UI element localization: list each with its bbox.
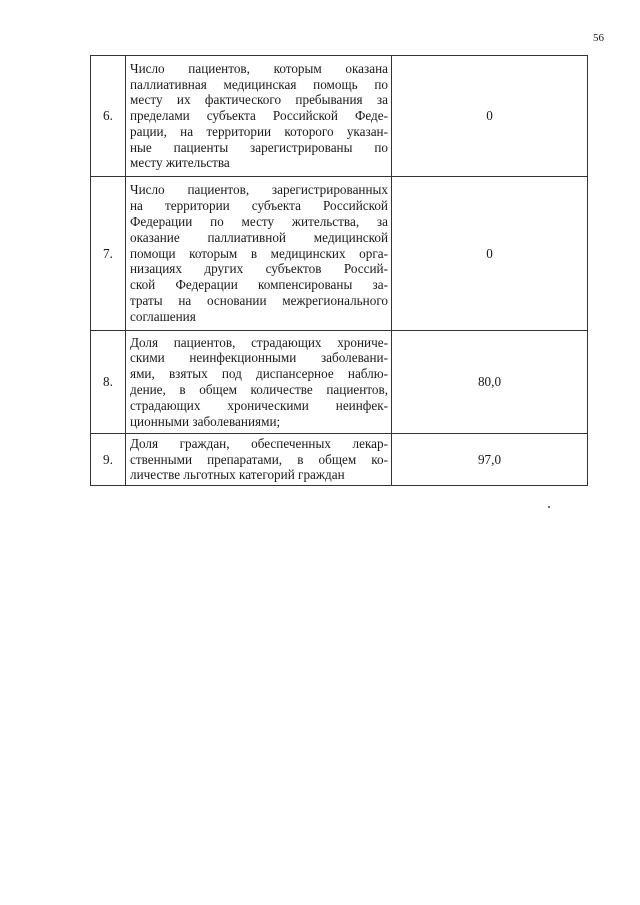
row-number: 8. (91, 331, 126, 434)
description-line: месту их фактического пребывания за (130, 92, 388, 108)
indicator-description (126, 56, 392, 177)
table-row (91, 177, 588, 331)
description-line: Доля граждан, обеспеченных лекар- (130, 435, 388, 451)
indicator-description (126, 177, 392, 331)
description-line: оказание паллиативной медицинской (130, 229, 388, 245)
indicator-description (126, 331, 392, 434)
description-line: помощи которым в медицинских орга- (130, 245, 388, 261)
scan-speck (548, 506, 550, 508)
description-line: ями, взятых под диспансерное наблю- (130, 366, 388, 382)
description-line: рации, на территории которого указан- (130, 123, 388, 139)
description-line: скими неинфекционными заболевани- (130, 350, 388, 366)
description-line: траты на основании межрегионального (130, 292, 388, 308)
description-line: месту жительства (130, 155, 230, 171)
description-line: Федерации по месту жительства, за (130, 214, 388, 229)
description-line: соглашения (130, 308, 196, 324)
row-number: 9. (91, 434, 126, 486)
description-line: личестве льготных категорий граждан (130, 467, 345, 483)
description-line: паллиативная медицинская помощь по (130, 76, 388, 92)
indicator-description (126, 434, 392, 486)
indicator-value: 80,0 (392, 331, 588, 434)
description-line: пределами субъекта Российской Феде- (130, 108, 388, 124)
table-row (91, 56, 588, 177)
description-line: дение, в общем количестве пациентов, (130, 382, 388, 397)
description-line: на территории субъекта Российской (130, 198, 388, 214)
description-line: ской Федерации компенсированы за- (130, 277, 388, 293)
indicator-value: 0 (392, 56, 588, 177)
indicator-value: 0 (392, 177, 588, 331)
table-row (91, 331, 588, 434)
description-line: ные пациенты зарегистрированы по (130, 139, 388, 155)
row-number: 6. (91, 56, 126, 177)
description-line: страдающих хроническими неинфек- (130, 397, 388, 413)
description-line: Число пациентов, зарегистрированных (130, 182, 388, 198)
description-line: Доля пациентов, страдающих хрониче- (130, 334, 388, 350)
table-row (91, 434, 588, 486)
indicator-value: 97,0 (392, 434, 588, 486)
description-line: ственными препаратами, в общем ко- (130, 451, 388, 467)
description-line: Число пациентов, которым оказана (130, 60, 388, 76)
row-number: 7. (91, 177, 126, 331)
indicators-table (90, 55, 588, 486)
description-line: низациях других субъектов Россий- (130, 261, 388, 277)
page-number: 56 (593, 32, 604, 44)
description-line: ционными заболеваниями; (130, 413, 281, 429)
